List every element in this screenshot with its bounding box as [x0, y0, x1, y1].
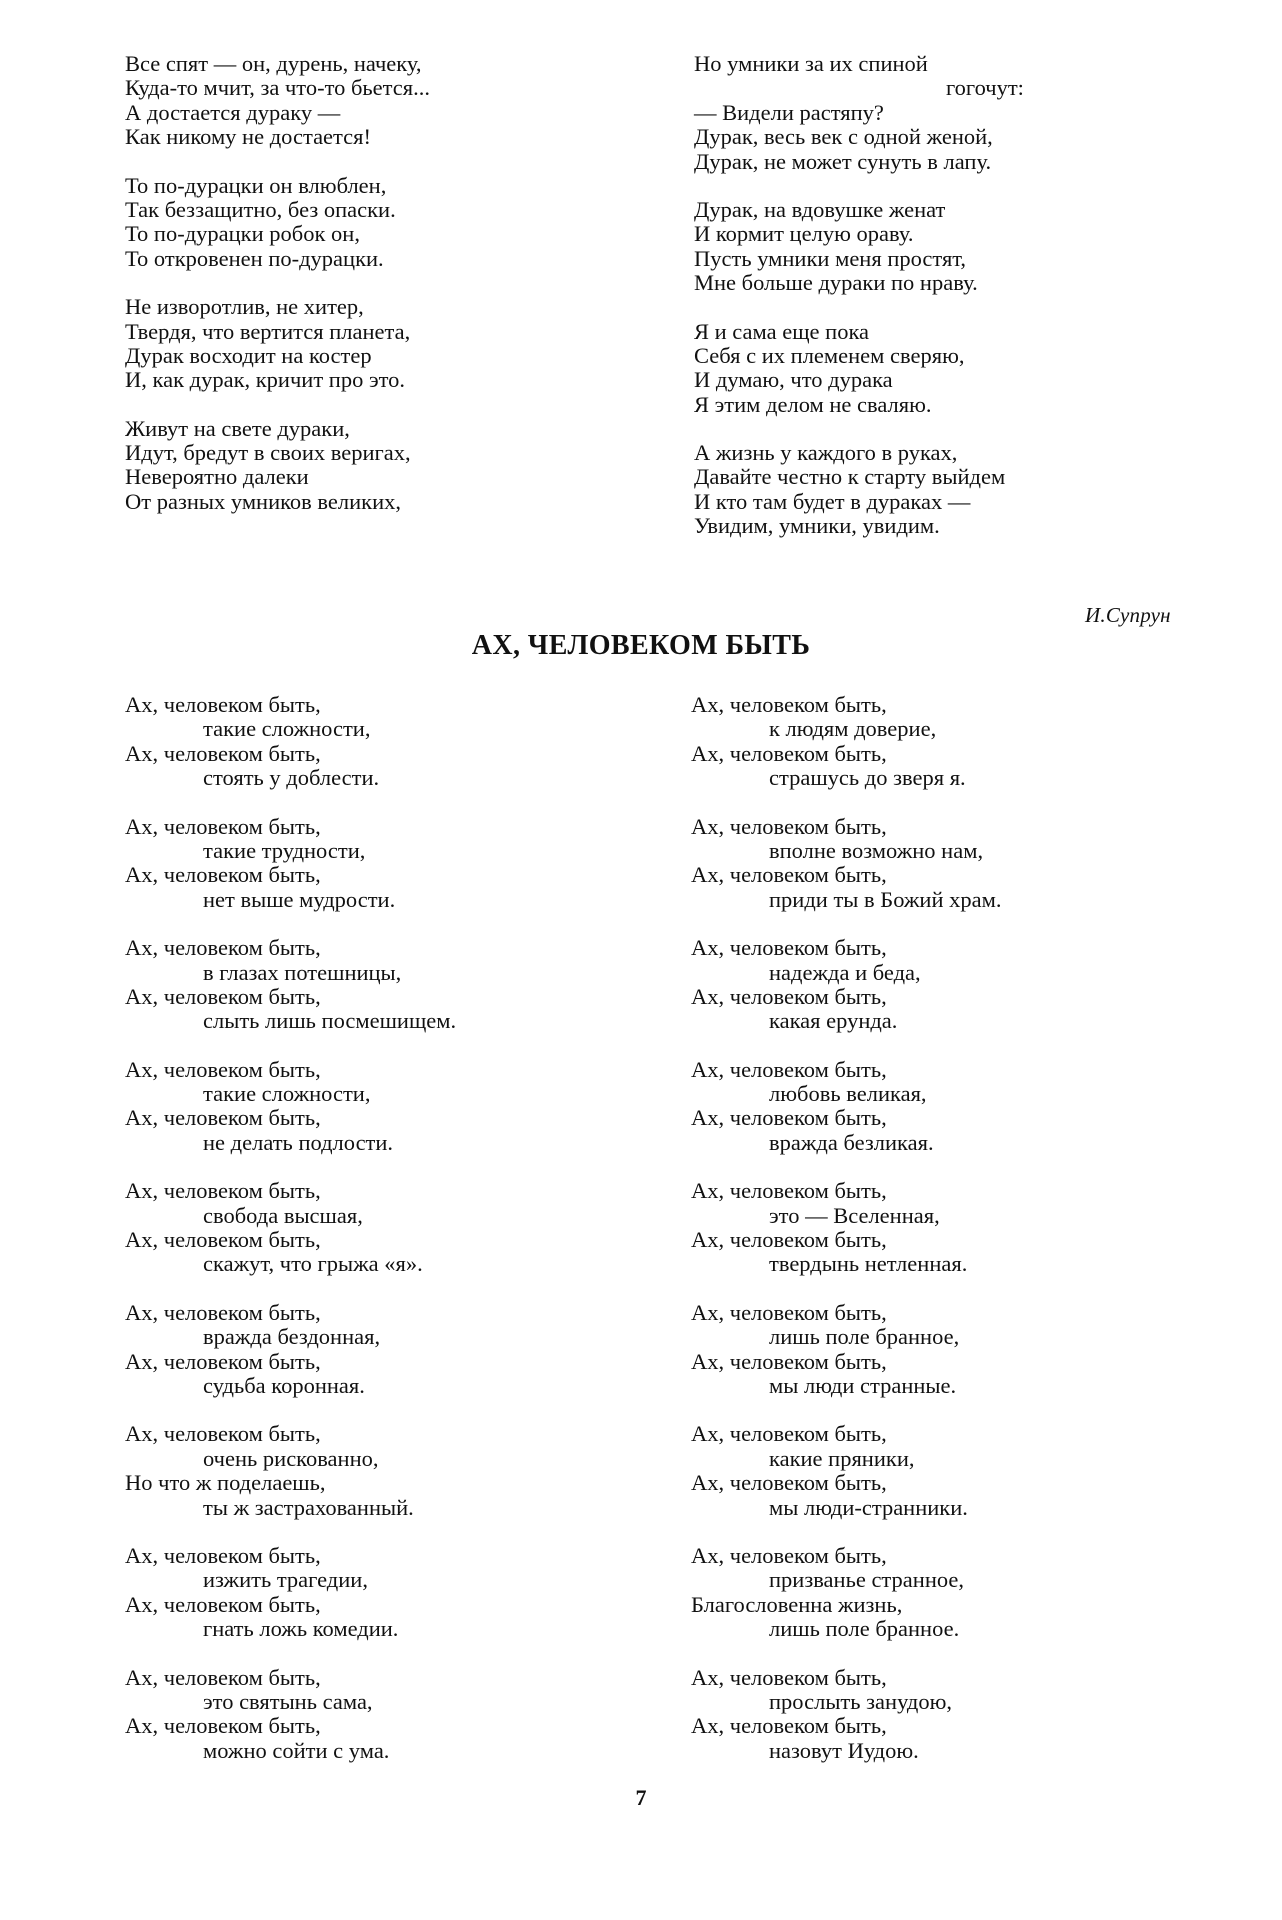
verse-line: Ах, человеком быть, — [125, 862, 321, 888]
stanza — [125, 936, 456, 1034]
stanza — [694, 52, 1024, 174]
verse-line: ты ж застрахованный. — [203, 1494, 414, 1520]
stanza — [691, 1058, 1001, 1156]
verse-line: твердынь нетленная. — [769, 1251, 968, 1277]
verse-line: это — Вселенная, — [769, 1202, 940, 1228]
verse-line: Ах, человеком быть, — [691, 692, 887, 717]
verse-line: такие сложности, — [203, 716, 371, 742]
verse-line: Ах, человеком быть, — [691, 1664, 887, 1690]
verse-line: Ах, человеком быть, — [691, 740, 887, 766]
verse-line: Ах, человеком быть, — [125, 1542, 321, 1568]
verse-line: нет выше мудрости. — [203, 886, 396, 912]
stanza — [691, 1301, 1001, 1399]
verse-line: Ах, человеком быть, — [691, 1713, 887, 1739]
poem-title: АХ, ЧЕЛОВЕКОМ БЫТЬ — [471, 630, 811, 661]
verse-line: мы люди-странники. — [769, 1494, 968, 1520]
verse-line: призванье странное, — [769, 1567, 964, 1593]
verse-line: Я этим делом не сваляю. — [694, 391, 932, 417]
verse-line: И, как дурак, кричит про это. — [125, 367, 406, 393]
verse-line: лишь поле бранное, — [769, 1324, 960, 1350]
verse-line: вражда бездонная, — [203, 1324, 381, 1350]
stanza — [694, 198, 1024, 296]
verse-line: То по-дурацки робок он, — [125, 221, 360, 247]
verse-line: Ах, человеком быть, — [125, 1713, 321, 1739]
poem-author: И.Супрун — [1085, 603, 1171, 627]
verse-line: Ах, человеком быть, — [125, 1348, 321, 1374]
verse-line: Живут на свете дураки, — [125, 415, 350, 441]
verse-line: Ах, человеком быть, — [125, 813, 321, 839]
verse-line: Ах, человеком быть, — [125, 1178, 321, 1204]
stanza — [125, 52, 430, 150]
verse-line: приди ты в Божий храм. — [769, 886, 1002, 912]
verse-line: свобода высшая, — [203, 1202, 363, 1228]
verse-line: прослыть занудою, — [769, 1688, 953, 1714]
verse-line: Как никому не достается! — [125, 124, 371, 150]
stanza — [691, 1179, 1001, 1277]
verse-line: Куда-то мчит, за что-то бьется... — [125, 75, 430, 101]
verse-line: не делать подлости. — [203, 1129, 394, 1155]
verse-line: Ах, человеком быть, — [691, 935, 887, 961]
verse-line: Ах, человеком быть, — [691, 1542, 887, 1568]
stanza — [691, 1544, 1001, 1642]
verse-line: Дурак, на вдовушке женат — [694, 196, 946, 222]
verse-line: гнать ложь комедии. — [203, 1616, 399, 1642]
verse-line: назовут Иудою. — [769, 1737, 919, 1763]
verse-line: Ах, человеком быть, — [691, 1470, 887, 1496]
stanza — [125, 295, 430, 393]
verse-line: А жизнь у каждого в руках, — [694, 440, 958, 466]
stanza — [694, 320, 1024, 418]
stanza — [125, 1179, 456, 1277]
verse-line: Дурак восходит на костер — [125, 342, 372, 368]
verse-line: Увидим, умники, увидим. — [694, 513, 940, 539]
stanza — [691, 1666, 1001, 1764]
stanza — [125, 815, 456, 913]
verse-line: Ах, человеком быть, — [125, 935, 321, 961]
verse-line: А достается дураку — — [125, 99, 341, 125]
verse-line: Я и сама еще пока — [694, 318, 870, 344]
verse-line: Ах, человеком быть, — [125, 1105, 321, 1131]
verse-line: страшусь до зверя я. — [769, 765, 966, 791]
verse-line: можно сойти с ума. — [203, 1737, 390, 1763]
poem2-right-column — [691, 693, 1001, 1763]
stanza — [125, 1422, 456, 1520]
verse-line: Ах, человеком быть, — [691, 1348, 887, 1374]
verse-line: Ах, человеком быть, — [691, 1227, 887, 1253]
verse-line: Не изворотлив, не хитер, — [125, 294, 364, 320]
stanza — [125, 417, 430, 515]
verse-line: Мне больше дураки по нраву. — [694, 270, 978, 296]
verse-line: И кто там будет в дураках — — [694, 488, 971, 514]
verse-line: Ах, человеком быть, — [691, 1178, 887, 1204]
verse-line: это святынь сама, — [203, 1688, 373, 1714]
verse-line: Ах, человеком быть, — [691, 1299, 887, 1325]
verse-line: любовь великая, — [769, 1081, 927, 1107]
verse-line: Ах, человеком быть, — [125, 1591, 321, 1617]
verse-line: И думаю, что дурака — [694, 367, 893, 393]
verse-line: скажут, что грыжа «я». — [203, 1251, 423, 1277]
verse-line: Ах, человеком быть, — [691, 1421, 887, 1447]
stanza — [125, 1666, 456, 1764]
verse-line: судьба коронная. — [203, 1372, 365, 1398]
stanza — [125, 174, 430, 272]
verse-line: Ах, человеком быть, — [691, 1105, 887, 1131]
verse-line: лишь поле бранное. — [769, 1616, 960, 1642]
verse-line: Но умники за их спиной — [694, 51, 928, 76]
verse-line: Благословенна жизнь, — [691, 1591, 903, 1617]
verse-line: Все спят — он, дурень, начеку, — [125, 51, 422, 76]
verse-line: Ах, человеком быть, — [125, 740, 321, 766]
verse-line: к людям доверие, — [769, 716, 937, 742]
verse-line: Ах, человеком быть, — [125, 1056, 321, 1082]
verse-line: Ах, человеком быть, — [691, 813, 887, 839]
verse-line: Ах, человеком быть, — [125, 1421, 321, 1447]
verse-line: Ах, человеком быть, — [125, 1227, 321, 1253]
verse-line: такие сложности, — [203, 1081, 371, 1107]
verse-line: Идут, бредут в своих веригах, — [125, 440, 411, 466]
verse-line: Но что ж поделаешь, — [125, 1470, 326, 1496]
verse-line: Ах, человеком быть, — [691, 862, 887, 888]
verse-line: изжить трагедии, — [203, 1567, 368, 1593]
stanza — [125, 1544, 456, 1642]
verse-line: стоять у доблести. — [203, 765, 380, 791]
stanza — [694, 441, 1024, 539]
poem2-left-column — [125, 693, 456, 1763]
stanza — [691, 1422, 1001, 1520]
verse-line: Так беззащитно, без опаски. — [125, 196, 396, 222]
verse-line: очень рискованно, — [203, 1445, 379, 1471]
verse-line: Себя с их племенем сверяю, — [694, 342, 965, 368]
verse-line: Пусть умники меня простят, — [694, 245, 967, 271]
verse-line: Ах, человеком быть, — [125, 1299, 321, 1325]
stanza — [691, 693, 1001, 791]
page-number: 7 — [635, 1785, 647, 1810]
verse-line: какая ерунда. — [769, 1008, 898, 1034]
verse-line: — Видели растяпу? — [694, 99, 884, 125]
verse-line: Ах, человеком быть, — [125, 983, 321, 1009]
verse-line: мы люди странные. — [769, 1372, 957, 1398]
verse-line: вполне возможно нам, — [769, 837, 984, 863]
stanza — [691, 936, 1001, 1034]
verse-line: слыть лишь посмешищем. — [203, 1008, 457, 1034]
verse-line: То откровенен по-дурацки. — [125, 245, 384, 271]
poem1-left-column — [125, 52, 430, 514]
verse-line: Ах, человеком быть, — [691, 1056, 887, 1082]
verse-line: Невероятно далеки — [125, 464, 309, 490]
verse-line: От разных умников великих, — [125, 488, 402, 514]
stanza — [125, 1058, 456, 1156]
verse-line: какие пряники, — [769, 1445, 915, 1471]
stanza — [125, 1301, 456, 1399]
verse-line: То по-дурацки он влюблен, — [125, 172, 387, 198]
verse-line: Дурак, не может сунуть в лапу. — [694, 148, 992, 174]
verse-line: И кормит целую ораву. — [694, 221, 914, 247]
verse-line: Ах, человеком быть, — [125, 1664, 321, 1690]
verse-line: в глазах потешницы, — [203, 959, 402, 985]
verse-line: Твердя, что вертится планета, — [125, 318, 411, 344]
poem1-right-column — [694, 52, 1024, 539]
stanza — [125, 693, 456, 791]
verse-line: вражда безликая. — [769, 1129, 934, 1155]
verse-line: надежда и беда, — [769, 959, 921, 985]
verse-line: Ах, человеком быть, — [125, 692, 321, 717]
verse-line: Ах, человеком быть, — [691, 983, 887, 1009]
verse-line: Дурак, весь век с одной женой, — [694, 124, 993, 150]
verse-line: такие трудности, — [203, 837, 366, 863]
verse-line: Давайте честно к старту выйдем — [694, 464, 1006, 490]
verse-line: гогочут: — [946, 75, 1024, 101]
stanza — [691, 815, 1001, 913]
